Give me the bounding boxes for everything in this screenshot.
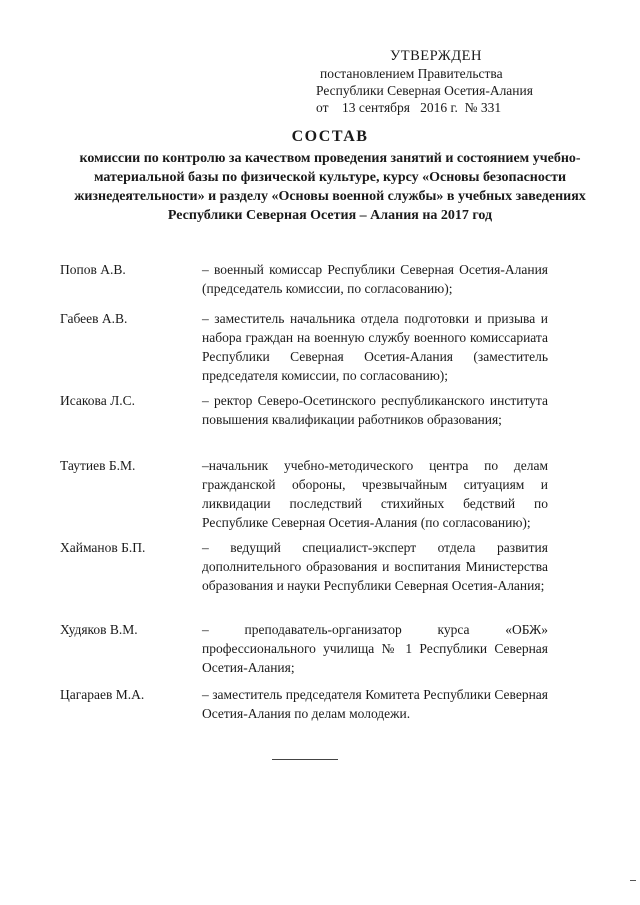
member-role: – военный комиссар Республики Северная Осетия-Алания (председатель комиссии, по согласованию); — [202, 262, 548, 296]
approval-line-republic: Республики Северная Осетия-Алания — [316, 83, 533, 98]
member-row — [60, 538, 550, 620]
member-row — [60, 456, 550, 538]
document-subtitle: комиссии по контролю за качеством проведения занятий и состоянием учебно-материальной базы по физической культуре, курсу «Основы безопасности жизнедеятельности» и разделу «Основы военной службы» в учебных заведениях Республики Северная Осетия – Алания на 2017 год — [74, 151, 586, 223]
member-name: Худяков В.М. — [60, 622, 138, 637]
member-name: Цагараев М.А. — [60, 687, 145, 702]
commission-members-list — [60, 260, 550, 731]
member-row — [60, 391, 550, 456]
member-row — [60, 309, 550, 391]
member-name: Исакова Л.С. — [60, 393, 135, 408]
member-name: Попов А.В. — [60, 262, 126, 277]
approval-line-date: от 13 сентября 2016 г. № 331 — [316, 100, 502, 115]
approval-line-decree: постановлением Правительства — [320, 66, 503, 81]
member-role: – заместитель председателя Комитета Республики Северная Осетия-Алания по делам молодежи. — [202, 687, 548, 721]
approval-title: УТВЕРЖДЕН — [390, 48, 482, 64]
member-role: – ректор Северо-Осетинского республиканского института повышения квалификации работников образования; — [202, 393, 548, 427]
member-role: – заместитель начальника отдела подготовки и призыва и набора граждан на военную службу военного комиссариата Республики Северная Осетия-Алания (заместитель председателя комиссии, по согласованию); — [202, 311, 548, 383]
member-name: Хайманов Б.П. — [60, 540, 146, 555]
member-name: Таутиев Б.М. — [60, 458, 136, 473]
scan-edge-mark — [630, 880, 636, 881]
member-role: –начальник учебно-методического центра по делам гражданской обороны, чрезвычайным ситуациям и ликвидации последствий стихийных бедствий по Республике Северная Осетия-Алания (по согласованию); — [202, 458, 548, 530]
end-divider-line — [272, 759, 338, 760]
document-title: СОСТАВ — [291, 128, 369, 145]
member-role: – ведущий специалист-эксперт отдела развития дополнительного образования и воспитания Министерства образования и науки Республики Северная Осетия-Алания; — [202, 540, 548, 593]
member-row — [60, 260, 550, 309]
member-name: Габеев А.В. — [60, 311, 128, 326]
member-row — [60, 685, 550, 731]
document-heading — [60, 127, 600, 225]
member-role: – преподаватель-организатор курса «ОБЖ» профессионального училища № 1 Республики Северная Осетия-Алания; — [202, 622, 548, 675]
member-row — [60, 620, 550, 685]
approval-stamp — [316, 48, 556, 116]
